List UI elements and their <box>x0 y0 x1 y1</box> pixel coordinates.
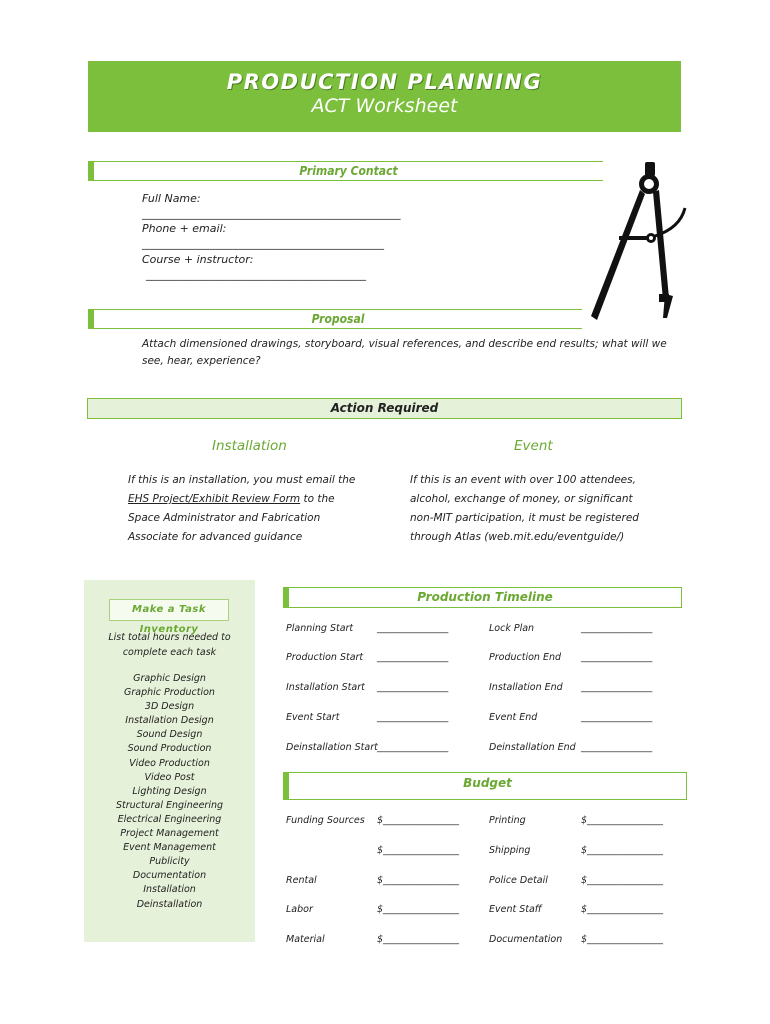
timeline-date-field[interactable]: _______________ <box>581 652 653 663</box>
timeline-label: Production End <box>489 652 561 663</box>
installation-line-3: Space Administrator and Fabrication <box>128 512 321 524</box>
drafting-compass-icon <box>585 158 695 333</box>
budget-label: Rental <box>286 875 317 886</box>
full-name-field[interactable]: _______________________________________________ <box>142 207 401 220</box>
timeline-label: Planning Start <box>286 623 354 634</box>
timeline-date-field[interactable]: _______________ <box>581 623 653 634</box>
timeline-date-field[interactable]: _______________ <box>377 742 449 753</box>
action-required-heading: Action Required <box>87 398 682 419</box>
installation-line-4: Associate for advanced guidance <box>128 531 303 543</box>
budget-label: Event Staff <box>489 904 542 915</box>
timeline-label: Event End <box>489 712 538 723</box>
full-name-label: Full Name: <box>142 192 201 205</box>
task-item: Publicity <box>149 856 190 868</box>
budget-amount-field[interactable]: $________________ <box>581 875 664 886</box>
budget-label: Funding Sources <box>286 815 365 826</box>
task-inventory-desc-line-1: List total hours needed to <box>108 632 231 643</box>
budget-heading: Budget <box>283 772 687 800</box>
timeline-date-field[interactable]: _______________ <box>581 712 653 723</box>
event-line-4: through Atlas (web.mit.edu/eventguide/) <box>410 531 625 543</box>
primary-contact-heading: Primary Contact <box>88 161 603 181</box>
installation-text <box>128 471 388 547</box>
page-subtitle: ACT Worksheet <box>311 95 458 117</box>
budget-label: Documentation <box>489 934 563 945</box>
budget-label: Printing <box>489 815 526 826</box>
task-inventory-panel <box>84 580 255 942</box>
budget-amount-field[interactable]: $________________ <box>377 815 460 826</box>
budget-amount-field[interactable]: $________________ <box>581 845 664 856</box>
budget-label: Material <box>286 934 325 945</box>
event-text <box>410 471 680 547</box>
proposal-text: Attach dimensioned drawings, storyboard, visual references, and describe end results; what will we see, hear, experience? <box>142 338 667 367</box>
budget-label: Shipping <box>489 845 531 856</box>
timeline-label: Installation End <box>489 682 563 693</box>
task-item: Deinstallation <box>136 898 203 910</box>
budget-amount-field[interactable]: $________________ <box>377 875 460 886</box>
event-line-2: alcohol, exchange of money, or significant <box>410 493 633 505</box>
task-list <box>84 672 255 912</box>
task-item: Sound Production <box>127 743 212 755</box>
installation-heading: Installation <box>212 438 287 454</box>
timeline-label: Deinstallation Start <box>286 742 378 753</box>
event-heading: Event <box>514 438 553 454</box>
task-item: Installation Design <box>125 715 214 727</box>
budget-amount-field[interactable]: $________________ <box>377 845 460 856</box>
task-item: Installation <box>143 884 196 896</box>
timeline-label: Installation Start <box>286 682 365 693</box>
ehs-review-form-link[interactable]: EHS Project/Exhibit Review Form <box>128 493 301 505</box>
budget-amount-field[interactable]: $________________ <box>581 934 664 945</box>
page-title: PRODUCTION PLANNING <box>226 70 543 94</box>
header-banner <box>88 61 681 132</box>
phone-email-field[interactable]: ____________________________________________ <box>142 237 384 250</box>
task-item: Sound Design <box>136 729 203 741</box>
course-instructor-label: Course + instructor: <box>142 253 254 266</box>
task-item: Graphic Production <box>124 687 215 699</box>
timeline-date-field[interactable]: _______________ <box>377 652 449 663</box>
proposal-heading: Proposal <box>88 309 582 329</box>
budget-label: Labor <box>286 904 313 915</box>
timeline-date-field[interactable]: _______________ <box>377 623 449 634</box>
task-item: Video Production <box>129 757 210 769</box>
budget-amount-field[interactable]: $________________ <box>581 815 664 826</box>
make-task-inventory-button[interactable]: Make a Task Inventory <box>109 599 229 621</box>
timeline-date-field[interactable]: _______________ <box>581 682 653 693</box>
timeline-label: Production Start <box>286 652 364 663</box>
event-line-1: If this is an event with over 100 attendees, <box>410 474 636 486</box>
task-inventory-description <box>84 630 255 660</box>
task-item: Electrical Engineering <box>117 813 222 825</box>
task-item: Event Management <box>123 842 216 854</box>
budget-amount-field[interactable]: $________________ <box>377 904 460 915</box>
task-inventory-desc-line-2: complete each task <box>122 647 217 658</box>
task-item: 3D Design <box>144 701 195 713</box>
installation-line-1: If this is an installation, you must email the <box>128 474 356 486</box>
timeline-label: Event Start <box>286 712 340 723</box>
budget-amount-field[interactable]: $________________ <box>377 934 460 945</box>
task-item: Graphic Design <box>133 673 206 684</box>
budget-amount-field[interactable]: $________________ <box>581 904 664 915</box>
task-item: Lighting Design <box>132 785 207 797</box>
production-timeline-heading: Production Timeline <box>283 587 682 608</box>
timeline-date-field[interactable]: _______________ <box>581 742 653 753</box>
task-item: Structural Engineering <box>115 799 224 811</box>
timeline-label: Lock Plan <box>489 623 535 634</box>
phone-email-label: Phone + email: <box>142 222 227 235</box>
event-line-3: non-MIT participation, it must be registered <box>410 512 639 524</box>
task-item: Video Post <box>144 771 195 783</box>
budget-label: Police Detail <box>489 875 548 886</box>
task-item: Project Management <box>120 828 219 840</box>
timeline-date-field[interactable]: _______________ <box>377 682 449 693</box>
installation-line-2-rest: to the <box>300 493 335 505</box>
task-item: Documentation <box>132 870 207 882</box>
timeline-date-field[interactable]: _______________ <box>377 712 449 723</box>
course-instructor-field[interactable]: ________________________________________ <box>146 268 366 281</box>
installation-line-2 <box>128 490 388 509</box>
timeline-label: Deinstallation End <box>489 742 576 753</box>
